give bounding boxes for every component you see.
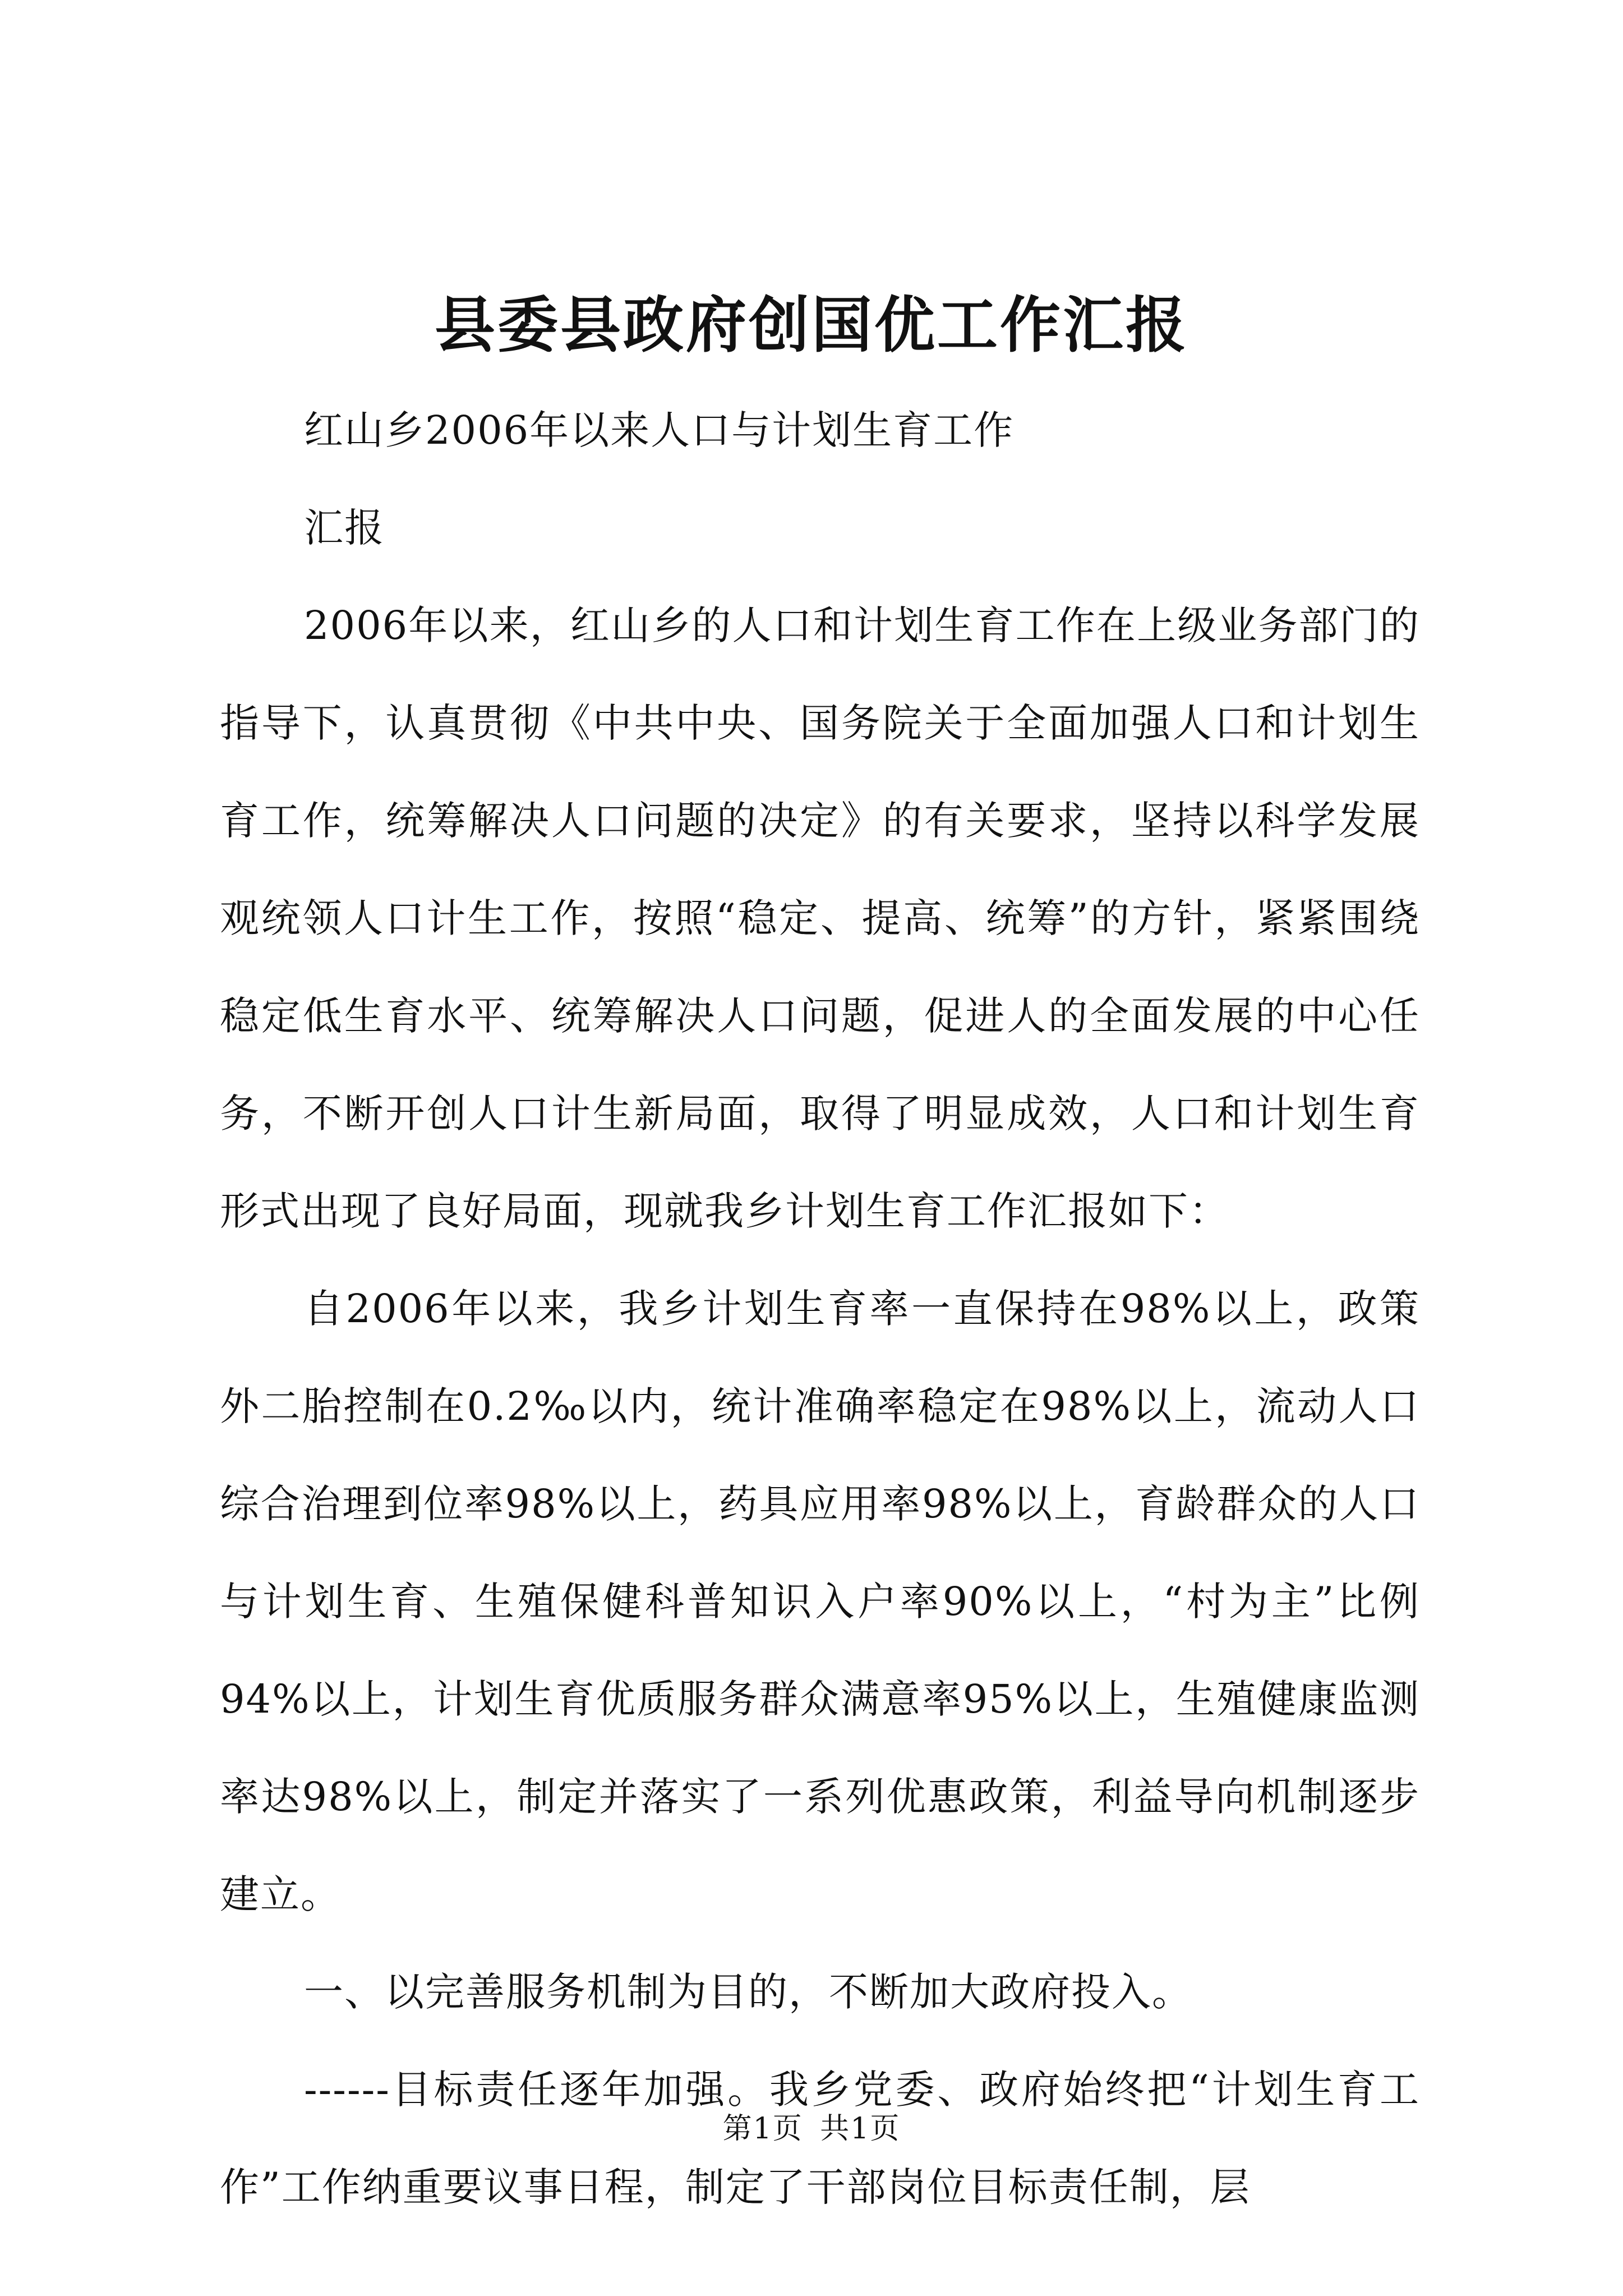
document-body	[220, 381, 1420, 2236]
paragraph: 汇报	[304, 505, 385, 551]
paragraph: ------目标责任逐年加强。我乡党委、政府始终把“计划生育工作”工作纳重要议事日程，制定了干部岗位目标责任制，层	[220, 2067, 1420, 2210]
paragraph: 一、以完善服务机制为目的，不断加大政府投入。	[304, 1969, 1192, 2015]
paragraph: 自2006年以来，我乡计划生育率一直保持在98%以上，政策外二胎控制在0.2‰以内，统计准确率稳定在98%以上，流动人口综合治理到位率98%以上，药具应用率98%以上，育龄群众的人口与计划生育、生殖保健科普知识入户率90%以上，“村为主”比例94%以上，计划生育优质服务群众满意率95%以上，生殖健康监测率达98%以上，制定并落实了一系列优惠政策，利益导向机制逐步建立。	[220, 1286, 1420, 1917]
page-footer	[0, 2106, 1623, 2151]
page-number: 第1页	[722, 2112, 803, 2146]
paragraph: 红山乡2006年以来人口与计划生育工作	[304, 407, 1015, 453]
page-total: 共1页	[820, 2112, 901, 2146]
document-title: 县委县政府创国优工作汇报	[434, 290, 1188, 361]
paragraph: 2006年以来，红山乡的人口和计划生育工作在上级业务部门的指导下，认真贯彻《中共中央、国务院关于全面加强人口和计划生育工作，统筹解决人口问题的决定》的有关要求，坚持以科学发展观统领人口计生工作，按照“稳定、提高、统筹”的方针，紧紧围绕稳定低生育水平、统筹解决人口问题，促进人的全面发展的中心任务，不断开创人口计生新局面，取得了明显成效，人口和计划生育形式出现了良好局面，现就我乡计划生育工作汇报如下：	[220, 602, 1420, 1234]
